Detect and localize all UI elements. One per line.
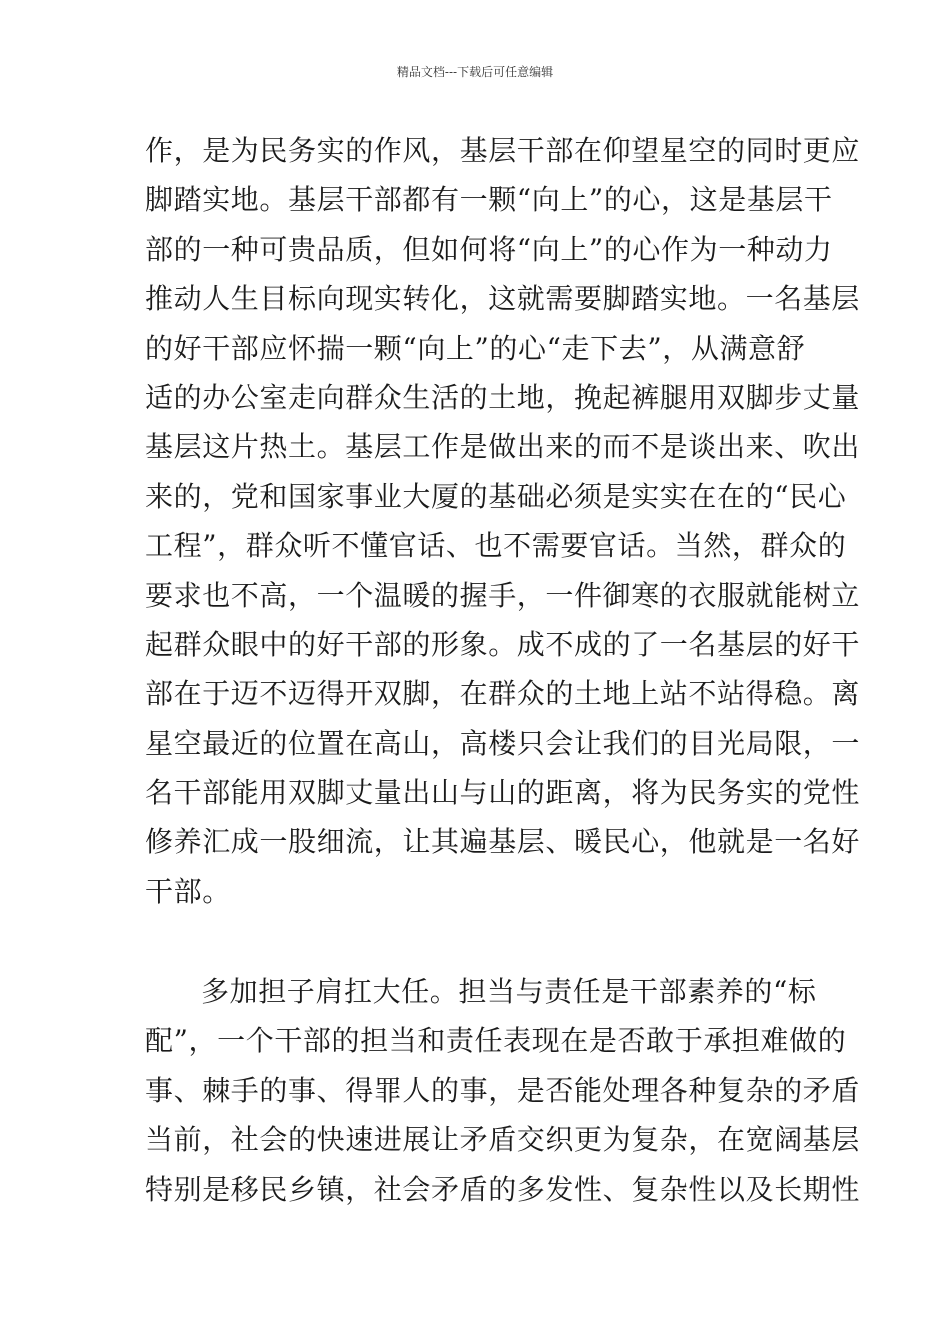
text-line: 事、棘手的事、得罪人的事，是否能处理各种复杂的矛盾 bbox=[145, 1073, 861, 1107]
text-line: 适的办公室走向群众生活的土地，挽起裤腿用双脚步丈量 bbox=[145, 380, 861, 414]
text-line: 配”，一个干部的担当和责任表现在是否敢于承担难做的 bbox=[145, 1024, 847, 1058]
text-line: 修养汇成一股细流，让其遍基层、暖民心，他就是一名好 bbox=[145, 825, 861, 859]
paragraph-2 bbox=[145, 967, 861, 1214]
text-line: 的好干部应怀揣一颗“向上”的心“走下去”，从满意舒 bbox=[145, 331, 806, 365]
text-line: 推动人生目标向现实转化，这就需要脚踏实地。一名基层 bbox=[145, 282, 861, 316]
text-line: 作，是为民务实的作风，基层干部在仰望星空的同时更应 bbox=[145, 134, 861, 167]
text-line: 名干部能用双脚丈量出山与山的距离，将为民务实的党性 bbox=[145, 776, 861, 810]
text-line: 要求也不高，一个温暖的握手，一件御寒的衣服就能树立 bbox=[145, 578, 861, 612]
text-line: 起群众眼中的好干部的形象。成不成的了一名基层的好干 bbox=[145, 627, 861, 661]
text-line: 多加担子肩扛大任。担当与责任是干部素养的“标 bbox=[201, 975, 817, 1008]
text-line: 工程”，群众听不懂官话、也不需要官话。当然，群众的 bbox=[145, 529, 847, 563]
text-line: 星空最近的位置在高山，高楼只会让我们的目光局限，一 bbox=[145, 726, 861, 760]
text-line: 来的，党和国家事业大厦的基础必须是实实在在的“民心 bbox=[145, 479, 847, 513]
page-header: 精品文档---下载后可任意编辑 bbox=[396, 65, 554, 79]
paragraph-1 bbox=[145, 126, 861, 916]
text-line: 当前，社会的快速进展让矛盾交织更为复杂，在宽阔基层 bbox=[145, 1123, 861, 1157]
text-line: 部的一种可贵品质，但如何将“向上”的心作为一种动力 bbox=[145, 232, 833, 266]
text-line: 基层这片热土。基层工作是做出来的而不是谈出来、吹出 bbox=[145, 430, 861, 464]
text-line: 特别是移民乡镇，社会矛盾的多发性、复杂性以及长期性 bbox=[145, 1172, 861, 1206]
text-line: 部在于迈不迈得开双脚，在群众的土地上站不站得稳。离 bbox=[145, 677, 861, 711]
text-line: 脚踏实地。基层干部都有一颗“向上”的心，这是基层干 bbox=[145, 183, 833, 217]
text-line: 干部。 bbox=[145, 874, 231, 908]
